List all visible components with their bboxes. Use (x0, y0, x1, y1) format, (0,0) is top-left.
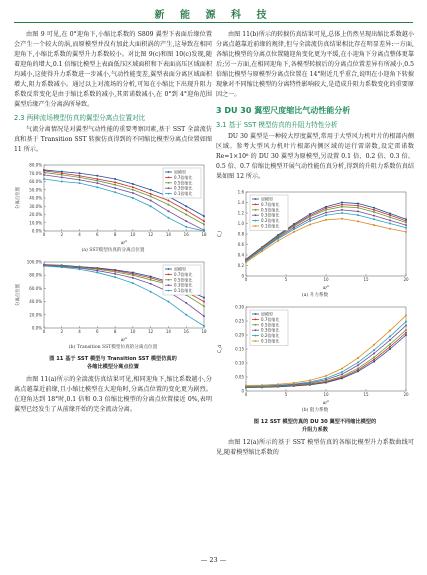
data-point (405, 227, 407, 229)
data-point (132, 183, 134, 185)
data-point (341, 373, 343, 375)
data-point (405, 324, 407, 326)
legend-marker (168, 268, 170, 270)
data-point (325, 219, 327, 221)
x-tick-label: 20 (403, 277, 409, 282)
data-point (341, 371, 343, 373)
caption-line: 各缩比模型分离点位置 (87, 364, 139, 370)
legend-label: 0.1倍缩比 (174, 191, 193, 197)
y-tick-label: 20.0% (29, 312, 42, 318)
x-tick-label: 10 (130, 329, 136, 334)
data-point (114, 276, 116, 278)
legend-marker (255, 335, 257, 337)
data-point (43, 178, 45, 180)
subcaption-fig11b: (b) Transition SST模型仿真的分离点位置 (68, 345, 158, 350)
x-tick-label: 4 (78, 232, 81, 237)
y-tick-label: 70.0% (29, 170, 42, 176)
data-point (309, 216, 311, 218)
data-point (373, 224, 375, 226)
figure-12 (216, 186, 414, 434)
data-point (277, 238, 279, 240)
data-point (203, 305, 205, 307)
chart-svg (216, 301, 414, 405)
data-point (167, 217, 169, 219)
data-point (96, 186, 98, 188)
journal-title: 新 能 源 科 技 (154, 10, 273, 21)
data-point (341, 375, 343, 377)
header-divider (14, 22, 413, 23)
data-point (373, 359, 375, 361)
data-point (405, 314, 407, 316)
data-point (341, 368, 343, 370)
x-tick-label: 10 (323, 392, 329, 397)
legend-label: 0.3倍缩比 (174, 185, 193, 191)
legend-label: 0.3倍缩比 (261, 327, 280, 333)
data-point (96, 270, 98, 272)
data-point (389, 330, 391, 332)
chart-svg (216, 186, 414, 290)
data-point (203, 315, 205, 317)
data-point (389, 348, 391, 350)
data-point (405, 224, 407, 226)
x-tick-label: 0 (42, 329, 46, 334)
chart-svg (14, 256, 212, 342)
data-point (150, 205, 152, 207)
paragraph: 由图 11(a)所示的全湍流仿真结果可见,相同迎角下,缩比系数越小,分离点越靠近前缘,且小缩比模型在大迎角时,分离点位置的变化更为剧烈。在迎角达到 18°时,0.1 倍和 0.3 倍缩比模型的分离点位置接近 0%,表明翼型已经发生了从前缘开始的完全流动分离。 (14, 376, 212, 413)
data-point (150, 291, 152, 293)
data-point (373, 207, 375, 209)
data-point (373, 209, 375, 211)
legend-marker (168, 171, 170, 173)
x-tick-label: 14 (165, 232, 171, 237)
y-tick-label: 60.0% (29, 179, 42, 184)
y-tick-label: 0.4 (237, 252, 244, 258)
data-point (405, 221, 407, 223)
x-tick-label: 10 (130, 232, 136, 237)
data-point (167, 199, 169, 201)
x-tick-label: 15 (363, 392, 369, 397)
y-tick-label: 0.15 (235, 346, 244, 352)
data-point (43, 174, 45, 176)
chart-fig11a (14, 159, 212, 245)
x-axis-label: α/° (322, 401, 330, 405)
data-point (357, 214, 359, 216)
x-tick-label: 18 (201, 232, 207, 237)
data-point (114, 273, 116, 275)
data-point (261, 250, 263, 252)
y-tick-label: 80.0% (29, 272, 42, 278)
x-tick-label: 8 (113, 329, 117, 334)
legend-label: 原模型 (261, 196, 273, 202)
paragraph: 由图 11(b)所示的转捩仿真结果可见,总体上仍然呈现出缩比系数越小分离点越靠近前缘的规律,但与全湍流仿真结果相比存在明显差异:一方面,各缩比模型的分离点位置随迎角变化更为平缓,在小迎角下分离点整体更靠后;另一方面,在相同迎角下,各模型转捩后的分离点位置差异有所减小,0.5 倍缩比模型与原模型分离点位置在 14°附近几乎重合,说明在小迎角下转捩现象对不同缩比模型的分离特性影响较大,是造成升阻力系数变化的重要原因之一。 (216, 31, 414, 98)
data-point (114, 271, 116, 273)
data-point (185, 214, 187, 216)
data-point (132, 277, 134, 279)
left-column (14, 30, 212, 415)
x-tick-label: 0 (42, 232, 46, 237)
data-point (150, 277, 152, 279)
data-point (203, 297, 205, 299)
data-point (389, 228, 391, 230)
data-point (114, 184, 116, 186)
data-point (357, 207, 359, 209)
data-point (245, 261, 247, 263)
legend-label: 0.7倍缩比 (174, 174, 193, 180)
legend-label: 0.5倍缩比 (261, 322, 280, 328)
data-point (114, 187, 116, 189)
data-point (357, 210, 359, 212)
legend-marker (168, 279, 170, 281)
data-point (150, 193, 152, 195)
data-point (325, 375, 327, 377)
y-axis-label: 分离点位置 (16, 187, 21, 209)
x-tick-label: 2 (60, 329, 64, 334)
y-tick-label: 1.2 (237, 210, 244, 216)
page-footer (0, 556, 427, 564)
section-heading-3: 3 DU 30 翼型尺度缩比气动性能分析 (216, 106, 351, 115)
data-point (79, 172, 81, 174)
chart-fig12a (216, 186, 414, 290)
chart-svg (14, 159, 212, 245)
y-tick-label: 1.4 (237, 200, 244, 205)
data-point (96, 182, 98, 184)
right-column (216, 30, 414, 458)
data-point (43, 171, 45, 173)
data-point (341, 204, 343, 206)
data-point (405, 231, 407, 233)
legend-marker (168, 177, 170, 179)
data-point (185, 314, 187, 316)
data-point (325, 209, 327, 211)
data-point (293, 228, 295, 230)
data-point (389, 335, 391, 337)
data-point (341, 206, 343, 208)
legend-label: 0.1倍缩比 (174, 288, 193, 294)
legend-marker (255, 220, 257, 222)
data-point (405, 321, 407, 323)
data-point (79, 179, 81, 181)
data-point (405, 329, 407, 331)
y-tick-label: 40.0% (29, 195, 42, 201)
legend-label: 0.7倍缩比 (261, 316, 280, 322)
data-point (61, 266, 63, 268)
x-tick-label: 6 (96, 232, 99, 237)
data-point (150, 189, 152, 191)
legend-marker (168, 187, 170, 189)
data-point (132, 274, 134, 276)
y-tick-label: 10.0% (29, 220, 42, 226)
data-point (185, 226, 187, 228)
data-point (61, 181, 63, 183)
y-tick-label: 0.2 (237, 263, 244, 268)
section-heading-3-1: 3.1 基于 SST 模型仿真的升阻力特性分析 (216, 121, 338, 129)
legend-label: 原模型 (174, 169, 186, 175)
data-point (357, 357, 359, 359)
y-tick-label: 30.0% (29, 203, 42, 209)
y-tick-label: 20.0% (29, 212, 42, 217)
legend-marker (168, 182, 170, 184)
data-point (325, 214, 327, 216)
x-tick-label: 20 (403, 392, 409, 397)
data-point (167, 210, 169, 212)
y-axis-label: C_d (218, 344, 223, 354)
data-point (293, 382, 295, 384)
y-tick-label: 40.0% (29, 299, 42, 305)
y-tick-label: 0.8 (237, 231, 244, 237)
legend-marker (255, 319, 257, 321)
subcaption-fig11a: (a) SST模型仿真的分离点位置 (81, 248, 145, 253)
data-point (96, 180, 98, 182)
data-point (132, 186, 134, 188)
data-point (373, 361, 375, 363)
x-tick-label: 0 (244, 277, 248, 282)
x-tick-label: 16 (183, 329, 189, 334)
legend-label: 0.5倍缩比 (174, 180, 193, 186)
caption-line: 升阻力系数 (302, 427, 328, 433)
subcaption-fig12a: (a) 升力系数 (301, 293, 329, 298)
data-point (341, 212, 343, 214)
data-point (389, 343, 391, 345)
data-point (389, 346, 391, 348)
x-axis-label: α/° (322, 286, 330, 290)
x-tick-label: 5 (284, 277, 288, 282)
x-tick-label: 14 (165, 329, 171, 334)
page-header (0, 0, 427, 26)
data-point (185, 302, 187, 304)
x-tick-label: 0 (244, 392, 248, 397)
x-tick-label: 16 (183, 232, 189, 237)
legend-marker (168, 274, 170, 276)
y-tick-label: 100.0% (26, 259, 42, 265)
data-point (341, 209, 343, 211)
data-point (405, 334, 407, 336)
data-point (373, 352, 375, 354)
legend-marker (255, 329, 257, 331)
data-point (132, 282, 134, 284)
chart-fig11b (14, 256, 212, 342)
data-point (373, 215, 375, 217)
data-point (79, 182, 81, 184)
data-point (389, 339, 391, 341)
legend-label: 0.5倍缩比 (261, 207, 280, 213)
y-tick-label: 0.30 (235, 304, 244, 310)
y-tick-label: 50.0% (29, 187, 42, 193)
data-point (261, 384, 263, 386)
y-axis-label: 分离点位置 (16, 284, 21, 306)
legend-marker (255, 324, 257, 326)
paragraph: 由图 9 可见,在 0°迎角下,小缩比系数的 S809 翼型下表面后缘位置会产生一个较大的涡,而原模型并没有加此大面积涡的产生,这导致在相同迎角下,小缩比系数的翼型升力系数较小。对比图 9(c)和图 10(c)发现,随着迎角的增大,0.1 倍缩比模型上表面低压区域面积和下表面高压区域面积均减小,这使得升力系数进一步减小,气动性能变差,翼型表面分离区域面积增大,阻力系数减小。通过以上对流场的分析,可知在小缩比下出现升阻力系数反常变化是由于缩比系数的减小,其雷诺数减小,在 0°到 4°迎角范围翼型后缘产生分离涡所导致。 (14, 31, 212, 108)
y-tick-label: 0 (241, 273, 244, 279)
data-point (373, 349, 375, 351)
data-point (357, 205, 359, 207)
data-point (309, 218, 311, 220)
data-point (61, 174, 63, 176)
data-point (309, 379, 311, 381)
data-point (150, 199, 152, 201)
legend-label: 0.2倍缩比 (261, 218, 280, 224)
caption-line: 图 11 基于 SST 模型与 Transition SST 模型仿真的 (49, 356, 177, 362)
x-tick-label: 6 (96, 329, 99, 334)
legend-marker (255, 209, 257, 211)
y-tick-label: 0 (241, 388, 244, 394)
data-point (114, 178, 116, 180)
data-point (389, 219, 391, 221)
data-point (61, 176, 63, 178)
data-point (203, 220, 205, 222)
legend-marker (168, 284, 170, 286)
y-tick-label: 0.20 (235, 332, 244, 338)
data-point (341, 202, 343, 204)
data-point (185, 209, 187, 211)
data-point (150, 279, 152, 281)
legend-label: 0.1倍缩比 (261, 223, 280, 229)
legend-label: 0.2倍缩比 (261, 333, 280, 339)
data-point (96, 272, 98, 274)
figure-11 (14, 159, 212, 371)
y-tick-label: 1.6 (237, 189, 244, 195)
legend-label: 0.7倍缩比 (174, 271, 193, 277)
data-point (325, 377, 327, 379)
data-point (203, 301, 205, 303)
data-point (96, 175, 98, 177)
paragraph: DU 30 翼型是一种较大厚度翼型,常用于大型风力机叶片的根部内侧区域。参考大型风力机叶片根部内侧区域的运行雷诺数,设定雷诺数 Re=1×10⁶ 的 DU 30 翼型为原模型,另设置 0.1 倍、0.2 倍、0.3 倍、0.5 倍、0.7 倍缩比模型开展气动性能仿真分析,得到的升阻力系数仿真结果如图 12 所示。 (216, 133, 414, 180)
data-point (293, 231, 295, 233)
data-point (389, 223, 391, 225)
y-tick-label: 0.25 (235, 318, 244, 324)
legend-marker (168, 290, 170, 292)
chart-fig12b (216, 301, 414, 405)
data-point (167, 204, 169, 206)
data-point (132, 192, 134, 194)
data-point (373, 218, 375, 220)
legend-marker (255, 340, 257, 342)
data-point (79, 176, 81, 178)
y-tick-label: 0.05 (235, 374, 244, 380)
data-point (245, 384, 247, 386)
data-point (203, 230, 205, 232)
data-point (357, 361, 359, 363)
data-point (79, 268, 81, 270)
page-number: — 23 — (200, 556, 227, 564)
data-point (373, 356, 375, 358)
x-tick-label: 18 (201, 329, 207, 334)
data-point (203, 325, 205, 327)
y-tick-label: 80.0% (29, 162, 42, 168)
caption-line: 图 12 SST 模型仿真的 DU 30 翼型不同缩比模型的 (253, 419, 377, 425)
legend-marker (255, 214, 257, 216)
x-tick-label: 2 (60, 232, 64, 237)
paragraph: 气流分离情况是对翼型气动性能的重要考察因素,基于 SST 全湍流仿真和基于 Transition SST 转捩仿真得到的不同缩比模型分离点位置如图 11 所示。 (14, 126, 212, 153)
data-point (185, 205, 187, 207)
data-point (277, 383, 279, 385)
y-tick-label: 0.0% (31, 325, 42, 331)
legend-label: 原模型 (174, 266, 186, 272)
data-point (389, 216, 391, 218)
legend-label: 0.5倍缩比 (174, 277, 193, 283)
x-tick-label: 15 (363, 277, 369, 282)
x-tick-label: 12 (148, 232, 154, 237)
data-point (132, 189, 134, 191)
figure-caption (14, 355, 212, 371)
data-point (373, 211, 375, 213)
data-point (357, 367, 359, 369)
data-point (309, 220, 311, 222)
data-point (167, 301, 169, 303)
y-tick-label: 60.0% (29, 285, 42, 291)
legend-label: 0.1倍缩比 (261, 338, 280, 344)
data-point (341, 218, 343, 220)
x-tick-label: 5 (284, 392, 288, 397)
x-tick-label: 12 (148, 329, 154, 334)
subcaption-fig12b: (b) 阻力系数 (301, 408, 329, 413)
legend-label: 0.3倍缩比 (174, 282, 193, 288)
data-point (373, 344, 375, 346)
legend-label: 0.3倍缩比 (261, 212, 280, 218)
data-point (357, 220, 359, 222)
legend-label: 原模型 (261, 311, 273, 317)
data-point (405, 332, 407, 334)
legend-marker (255, 225, 257, 227)
x-axis-label: α/° (120, 338, 128, 342)
data-point (277, 240, 279, 242)
y-axis-label: C_l (218, 230, 223, 238)
paragraph: 由图 12(a)所示的基于 SST 模型仿真的各缩比模型升力系数曲线可见,随着模型缩比系数的 (216, 439, 414, 456)
data-point (203, 215, 205, 217)
data-point (203, 223, 205, 225)
legend-marker (168, 193, 170, 195)
section-heading-2-3: 2.3 两种流场模型仿真的翼型分离点位置对比 (14, 114, 146, 122)
data-point (114, 181, 116, 183)
data-point (389, 214, 391, 216)
y-tick-label: 1.0 (237, 221, 244, 226)
y-tick-label: 0.0% (31, 228, 42, 234)
legend-marker (255, 204, 257, 206)
data-point (325, 211, 327, 213)
x-tick-label: 10 (323, 277, 329, 282)
data-point (132, 197, 134, 199)
data-point (309, 224, 311, 226)
data-point (357, 364, 359, 366)
x-tick-label: 8 (113, 232, 117, 237)
legend-marker (255, 313, 257, 315)
data-point (150, 283, 152, 285)
y-tick-label: 0.10 (235, 360, 244, 366)
data-point (114, 191, 116, 193)
legend-label: 0.7倍缩比 (261, 201, 280, 207)
data-point (43, 265, 45, 267)
x-tick-label: 4 (78, 329, 81, 334)
x-axis-label: α/° (120, 241, 128, 245)
legend-marker (255, 198, 257, 200)
y-tick-label: 0.6 (237, 242, 244, 247)
figure-caption (216, 418, 414, 434)
data-point (150, 195, 152, 197)
data-point (357, 203, 359, 205)
data-point (185, 220, 187, 222)
